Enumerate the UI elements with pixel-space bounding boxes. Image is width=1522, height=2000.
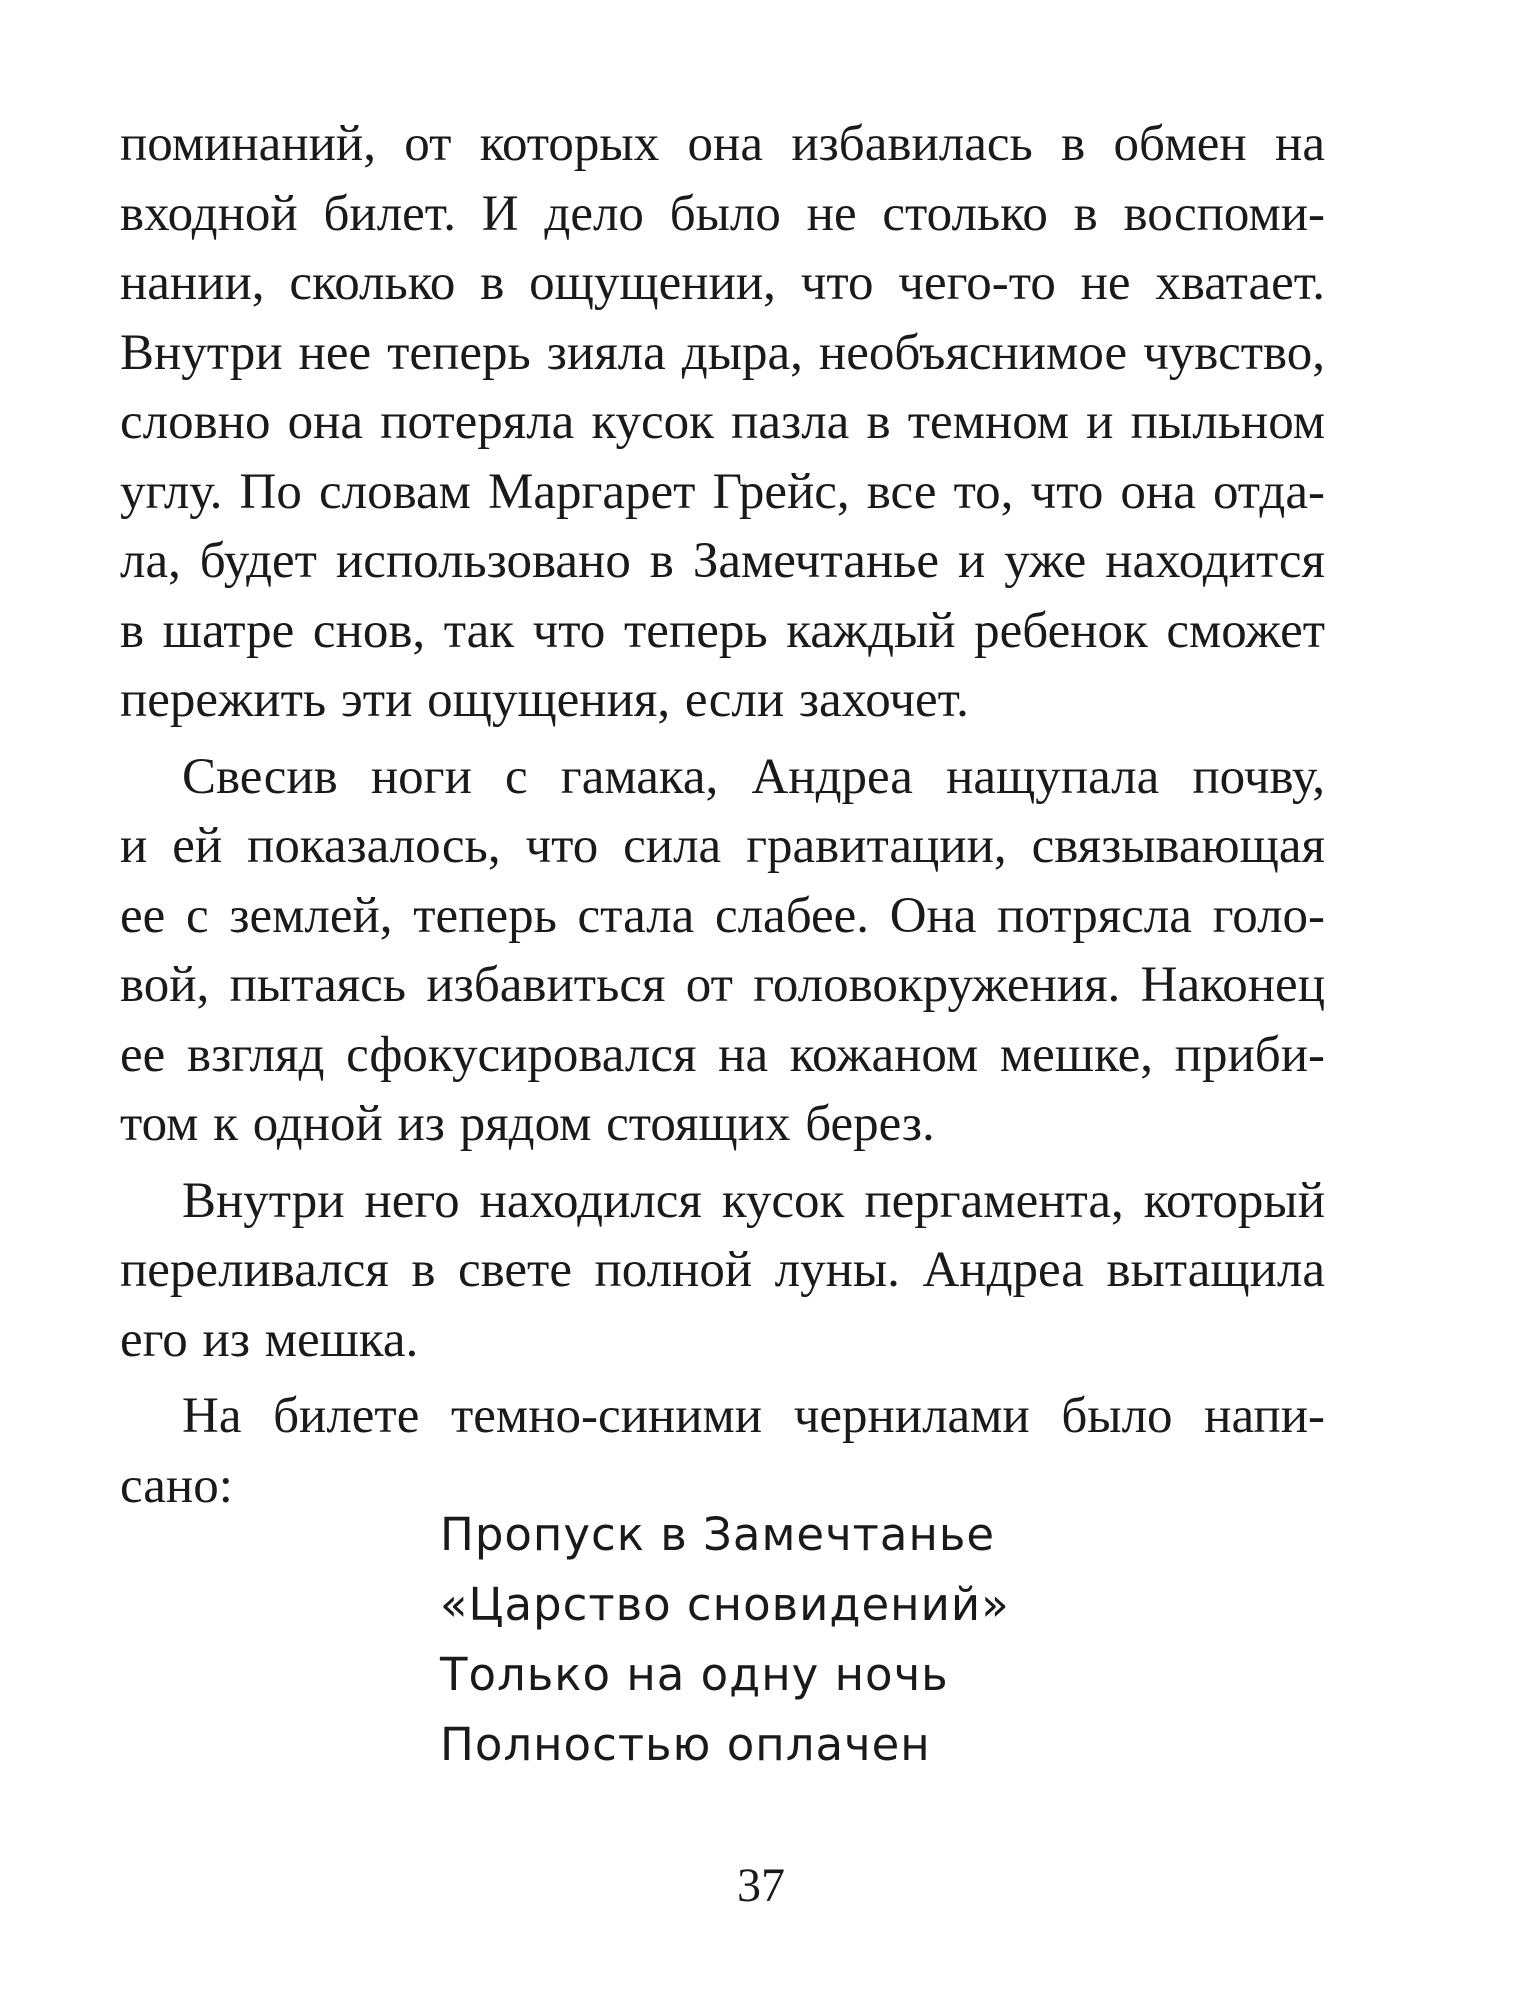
text-line: Внутри него находился кусок пергамента, который <box>182 1172 1325 1229</box>
text-line: вой, пытаясь избавиться от головокружения. Наконец <box>120 957 1325 1013</box>
text-line: его из мешка. <box>120 1311 419 1368</box>
paragraph-1 <box>120 110 1325 736</box>
text-line: том к одной из рядом стоящих берез. <box>120 1096 935 1152</box>
text-line: Внутри нее теперь зияла дыра, необъяснимое чувство, <box>120 324 1325 381</box>
text-line: в шатре снов, так что теперь каждый ребенок сможет <box>120 602 1325 659</box>
text-line: На билете темно-синими чернилами было напи- <box>182 1388 1325 1444</box>
text-line: словно она потеряла кусок пазла в темном и пыльном <box>120 394 1325 450</box>
text-line: сано: <box>120 1457 233 1514</box>
text-line: ее с землей, теперь стала слабее. Она потрясла голо- <box>120 887 1325 944</box>
text-line: переливался в свете полной луны. Андреа вытащила <box>120 1242 1325 1298</box>
body-text <box>120 110 1325 1528</box>
text-line: входной билет. И дело было не столько в воспоми- <box>120 185 1325 242</box>
ticket-line: Только на одну ночь <box>440 1648 949 1701</box>
ticket-line: «Царство сновидений» <box>440 1578 1010 1631</box>
text-line: ее взгляд сфокусировался на кожаном мешке, приби- <box>120 1026 1325 1083</box>
ticket-line: Пропуск в Замечтанье <box>440 1508 996 1561</box>
ticket-line: Полностью оплачен <box>440 1718 931 1771</box>
text-line: и ей показалось, что сила гравитации, связывающая <box>120 818 1325 874</box>
text-line: ла, будет использовано в Замечтанье и уже находится <box>120 533 1325 589</box>
page-number: 37 <box>737 1859 785 1912</box>
text-line: углу. По словам Маргарет Грейс, все то, что она отда- <box>120 463 1325 520</box>
text-line: Свесив ноги с гамака, Андреа нащупала почву, <box>182 748 1325 805</box>
text-line: нании, сколько в ощущении, что чего-то не хватает. <box>120 255 1325 311</box>
text-line: пережить эти ощущения, если захочет. <box>120 672 969 728</box>
text-line: поминаний, от которых она избавилась в обмен на <box>120 116 1325 172</box>
ticket-text <box>440 1500 1010 1780</box>
paragraph-3 <box>120 1167 1325 1376</box>
paragraph-2 <box>120 743 1325 1160</box>
